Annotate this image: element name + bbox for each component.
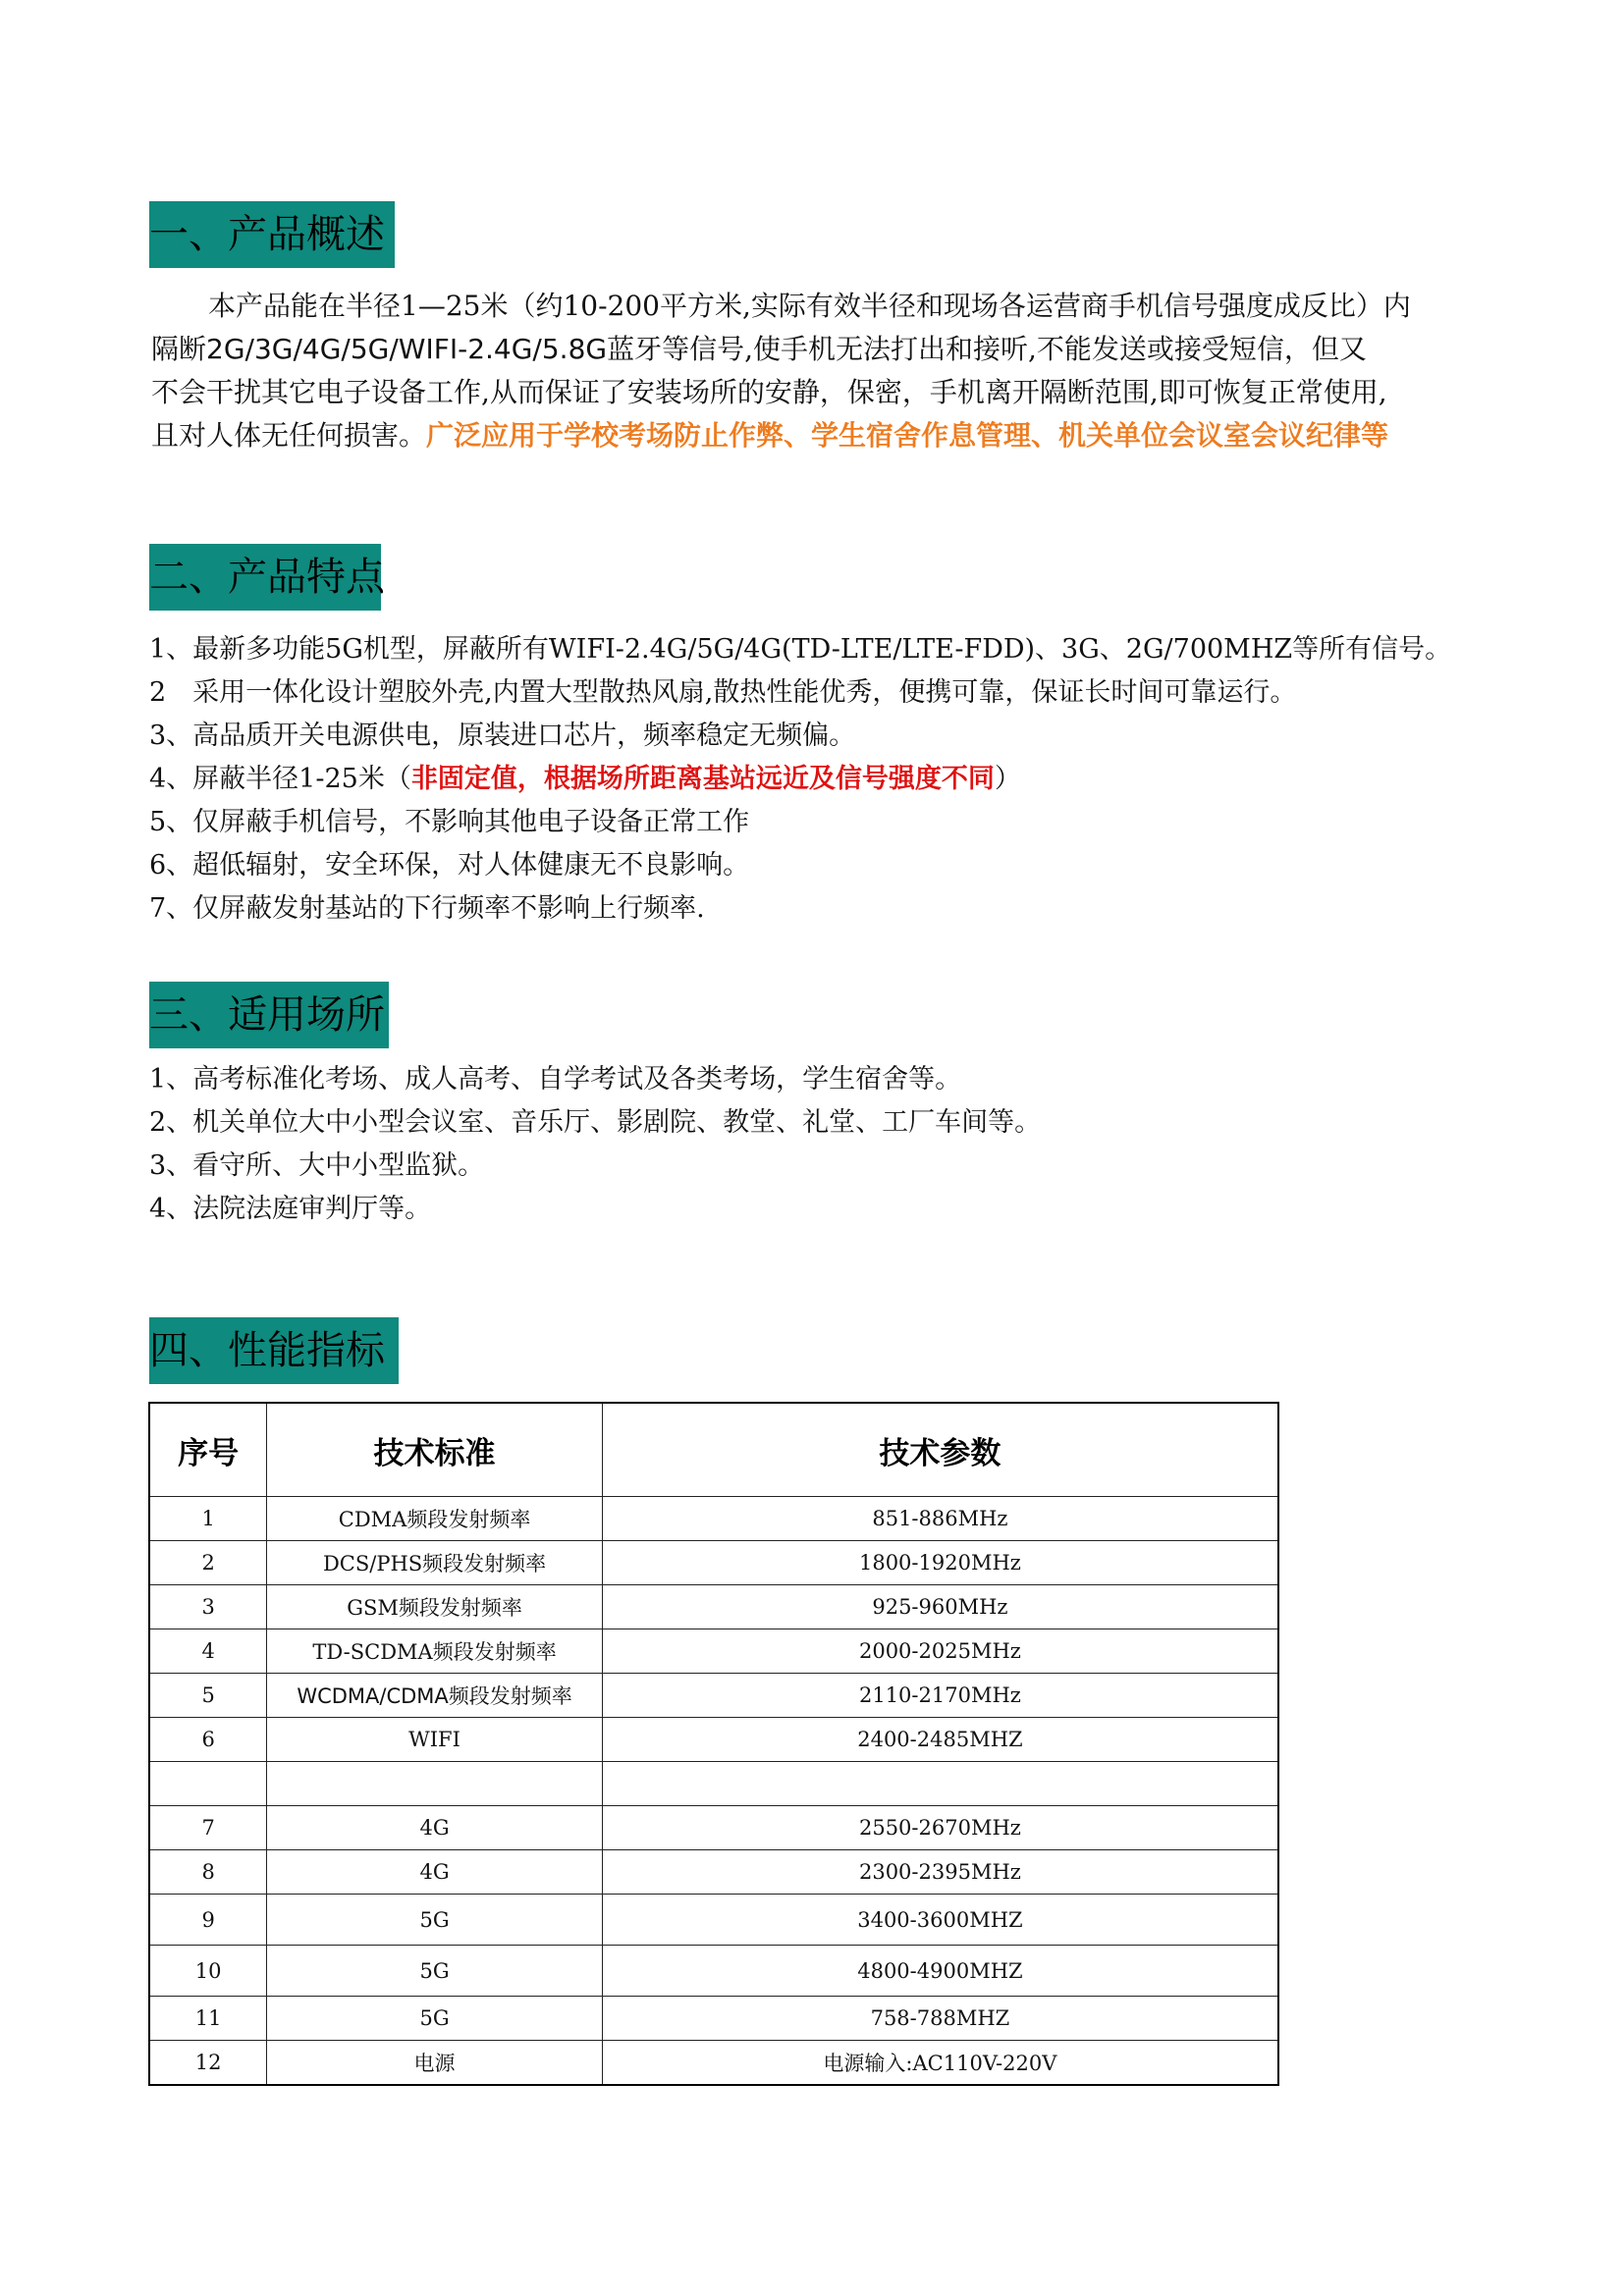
venue-item: 3、看守所、大中小型监狱。 [149,1150,485,1181]
cell-index [149,1762,267,1806]
table-row [149,1895,1278,1946]
feature-item: 5、仅屏蔽手机信号，不影响其他电子设备正常工作 [149,807,750,837]
cell-index: 11 [149,1997,267,2041]
cell-standard: GSM频段发射频率 [267,1585,603,1629]
specs-table [148,1402,1279,2086]
feature-item: 2 采用一体化设计塑胶外壳,内置大型散热风扇,散热性能优秀，便携可靠，保证长时间可靠运行。 [149,677,1297,708]
specs-table-body [149,1497,1278,2086]
cell-parameter: 925-960MHz [602,1585,1278,1629]
venues-list [149,1058,1041,1231]
cell-parameter: 2550-2670MHz [602,1806,1278,1850]
cell-parameter: 851-886MHz [602,1497,1278,1541]
cell-standard: CDMA频段发射频率 [267,1497,603,1541]
table-row [149,1585,1278,1629]
cell-index: 2 [149,1541,267,1585]
specs-table-header [149,1403,1278,1497]
table-row [149,1946,1278,1997]
cell-index: 1 [149,1497,267,1541]
table-row [149,1629,1278,1674]
overview-line-1: 本产品能在半径1—25米（约10-200平方米,实际有效半径和现场各运营商手机信号强度成反比）内 [208,290,1411,322]
section-heading-overview: 一、产品概述 [149,201,395,268]
cell-standard: 4G [267,1806,603,1850]
cell-standard: 5G [267,1946,603,1997]
overview-paragraph [151,285,1498,457]
table-row [149,1674,1278,1718]
cell-index: 5 [149,1674,267,1718]
features-list [149,628,1451,931]
feature-item: 7、仅屏蔽发射基站的下行频率不影响上行频率. [149,893,705,924]
cell-index: 3 [149,1585,267,1629]
cell-standard: WCDMA/CDMA频段发射频率 [267,1674,603,1718]
table-row [149,1850,1278,1895]
cell-index: 8 [149,1850,267,1895]
table-row [149,1806,1278,1850]
cell-index: 12 [149,2041,267,2086]
cell-parameter: 电源输入:AC110V-220V [602,2041,1278,2086]
column-header-standard: 技术标准 [267,1403,603,1497]
venue-item: 2、机关单位大中小型会议室、音乐厅、影剧院、教堂、礼堂、工厂车间等。 [149,1107,1042,1138]
cell-index: 4 [149,1629,267,1674]
cell-parameter: 1800-1920MHz [602,1541,1278,1585]
cell-standard [267,1762,603,1806]
column-header-index: 序号 [149,1403,267,1497]
section-heading-specs: 四、性能指标 [149,1317,399,1384]
cell-parameter: 2000-2025MHz [602,1629,1278,1674]
table-row [149,2041,1278,2086]
cell-parameter: 758-788MHZ [602,1997,1278,2041]
cell-index: 6 [149,1718,267,1762]
overview-line-4: 且对人体无任何损害。广泛应用于学校考场防止作弊、学生宿舍作息管理、机关单位会议室会议纪律等 [151,419,1389,452]
overview-line-3: 不会干扰其它电子设备工作,从而保证了安装场所的安静，保密，手机离开隔断范围,即可恢复正常使用, [151,376,1387,408]
feature-item: 6、超低辐射，安全环保，对人体健康无不良影响。 [149,850,750,881]
cell-parameter: 4800-4900MHZ [602,1946,1278,1997]
cell-standard: DCS/PHS频段发射频率 [267,1541,603,1585]
cell-standard: 电源 [267,2041,603,2086]
section-heading-venues: 三、适用场所 [149,982,389,1048]
cell-parameter: 2110-2170MHz [602,1674,1278,1718]
cell-index: 9 [149,1895,267,1946]
cell-index: 10 [149,1946,267,1997]
table-row [149,1997,1278,2041]
cell-standard: WIFI [267,1718,603,1762]
table-row [149,1497,1278,1541]
cell-standard: 5G [267,1895,603,1946]
application-highlight: 广泛应用于学校考场防止作弊、学生宿舍作息管理、机关单位会议室会议纪律等 [426,419,1389,452]
venue-item: 4、法院法庭审判厅等。 [149,1194,432,1224]
cell-standard: 5G [267,1997,603,2041]
cell-standard: 4G [267,1850,603,1895]
table-row [149,1718,1278,1762]
feature-item: 3、高品质开关电源供电，原装进口芯片，频率稳定无频偏。 [149,721,856,751]
column-header-parameter: 技术参数 [602,1403,1278,1497]
cell-standard: TD-SCDMA频段发射频率 [267,1629,603,1674]
venue-item: 1、高考标准化考场、成人高考、自学考试及各类考场，学生宿舍等。 [149,1064,962,1095]
cell-index: 7 [149,1806,267,1850]
table-row [149,1762,1278,1806]
cell-parameter [602,1762,1278,1806]
overview-line-2: 隔断2G/3G/4G/5G/WIFI-2.4G/5.8G蓝牙等信号,使手机无法打出和接听,不能发送或接受短信，但又 [151,333,1367,365]
cell-parameter: 3400-3600MHZ [602,1895,1278,1946]
table-row [149,1541,1278,1585]
cell-parameter: 2400-2485MHZ [602,1718,1278,1762]
section-heading-features: 二、产品特点 [149,544,381,611]
cell-parameter: 2300-2395MHz [602,1850,1278,1895]
feature-item: 1、最新多功能5G机型，屏蔽所有WIFI-2.4G/5G/4G(TD-LTE/LTE-FDD)、3G、2G/700MHZ等所有信号。 [149,634,1452,665]
feature-item: 4、屏蔽半径1-25米（非固定值，根据场所距离基站远近及信号强度不同） [149,764,1021,794]
radius-note-highlight: 非固定值，根据场所距离基站远近及信号强度不同 [410,764,995,794]
